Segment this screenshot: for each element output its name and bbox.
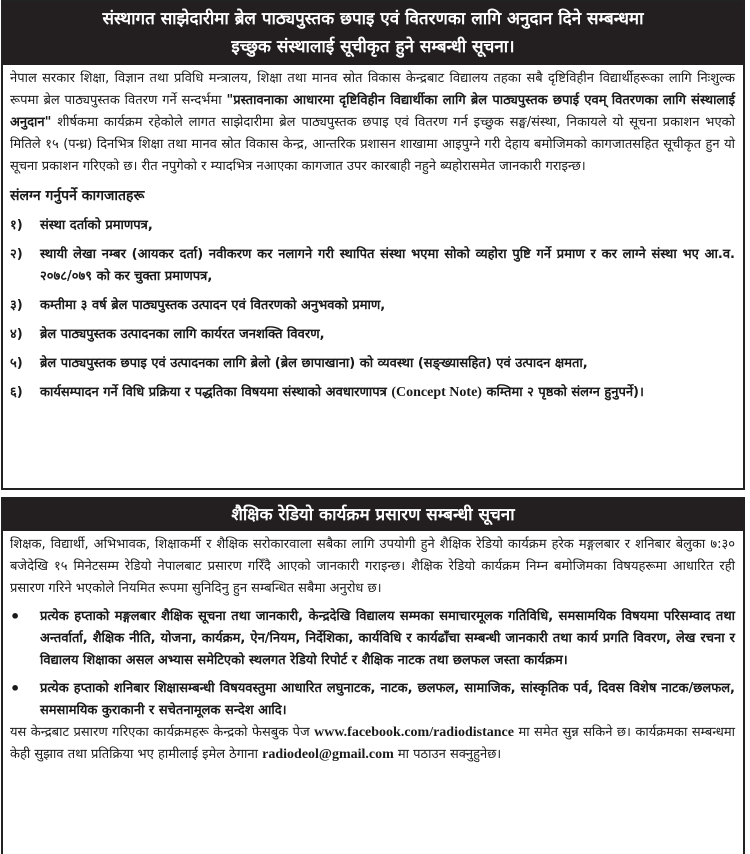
item-number: २) [10,247,23,262]
item-text: ब्रेल पाठ्यपुस्तक उत्पादनका लागि कार्यरत जनशक्ति विवरण, [40,327,325,342]
closing-text: मा समेत सुन्न सकिने छ। कार्यक्रमका सम्बन्धमा केही सुझाव तथा प्रतिक्रिया भए हामीलाई इमेल ठेगाना [10,725,735,762]
closing-text: यस केन्द्रबाट प्रसारण गरिएका कार्यक्रमहरू केन्द्रको फेसबुक पेज [10,725,315,740]
list-item [10,324,735,346]
closing-paragraph [10,722,735,766]
title-line-2: इच्छुक संस्थालाई सूचीकृत हुने सम्बन्धी सूचना। [231,37,515,57]
item-number: ५) [10,356,23,371]
bullet-item [10,678,735,722]
bullet-item [10,606,735,672]
list-item [10,244,735,288]
item-text: स्थायी लेखा नम्बर (आयकर दर्ता) नवीकरण कर नलागने गरी स्थापित संस्था भएमा सोको व्यहोरा पुष्टि गर्ने प्रमाण र कर लाग्ने संस्था भए आ.व. २०७८/०७९ को कर चुक्ता प्रमाणपत्र, [40,247,735,284]
intro-text-cont: शीर्षकमा कार्यक्रम रहेकोले लागत साझेदारीमा ब्रेल पाठ्यपुस्तक छपाइ एवं वितरण गर्न इच्छुक सङ्घ/संस्था, निकायले यो सूचना प्रकाशन भएको मितिले १५ (पन्ध्र) दिनभित्र शिक्षा तथा मानव स्रोत विकास केन्द्र, आन्तरिक प्रशासन शाखामा आइपुग्ने गरी देहाय बमोजिमको कागजातसहित सूचीकृत हुन यो सूचना प्रकाशन गरिएको छ। रीत नपुगेको र म्यादभित्र नआएका कागजात उपर कारबाही नहुने ब्यहोरासमेत जानकारी गराइन्छ। [10,115,735,174]
item-number: ४) [10,327,23,342]
bullet-icon: • [10,679,21,698]
list-item [10,382,735,404]
item-number: ६) [10,385,23,400]
notice-braille-title [3,2,743,65]
item-text-part: कम्तिमा २ पृष्ठको संलग्न हुनुपर्ने)। [481,385,644,400]
intro-text: नेपाल सरकार शिक्षा, विज्ञान तथा प्रविधि मन्त्रालय, शिक्षा तथा मानव स्रोत विकास केन्द्रबाट विद्यालय तहका सबै दृष्टिविहीन विद्यार्थीहरूका लागि निःशुल्क रूपमा ब्रेल पाठ्यपुस्तक वितरण गर्ने सन्दर्भमा [10,71,735,108]
item-number: ३) [10,298,23,313]
item-text: संस्था दर्ताको प्रमाणपत्र, [40,218,153,233]
program-title: "प्रस्तावनाका आधारमा दृष्टिविहीन विद्यार्थीका लागि ब्रेल पाठ्यपुस्तक छपाई एवम् वितरणका लागि संस्थालाई अनुदान" [10,93,735,130]
radio-intro: शिक्षक, विद्यार्थी, अभिभावक, शिक्षाकर्मी र शैक्षिक सरोकारवाला सबैका लागि उपयोगी हुने शैक्षिक रेडियो कार्यक्रम हरेक मङ्गलबार र शनिबार बेलुका ७:३० बजेदेखि १५ मिनेटसम्म रेडियो नेपालबाट प्रसारण गरिँदै आएको जानकारी गराइन्छ। शैक्षिक रेडियो कार्यक्रम निम्न बमोजिमका विषयहरूमा आधारित रही प्रसारण गरिने भएकोले नियमित रूपमा सुनिदिनु हुन सम्बन्धित सबैमा अनुरोध छ। [10,537,735,596]
intro-paragraph [10,68,735,178]
title-line-1: संस्थागत साझेदारीमा ब्रेल पाठ्यपुस्तक छपाइ एवं वितरणका लागि अनुदान दिने सम्बन्धमा [102,9,644,29]
bullet-icon: • [10,607,21,626]
item-text: ब्रेल पाठ्यपुस्तक छपाइ एवं उत्पादनका लागि ब्रेलो (ब्रेल छापाखाना) को व्यवस्था (सङ्ख्यासहित) एवं उत्पादन क्षमता, [40,356,588,371]
item-number: १) [10,218,23,233]
list-item [10,353,735,375]
list-item [10,215,735,237]
notice-braille-grant [1,0,745,490]
concept-note-label: (Concept Note) [391,385,482,400]
notice-radio-title: शैक्षिक रेडियो कार्यक्रम प्रसारण सम्बन्धी सूचना [3,499,743,531]
item-text: कम्तीमा ३ वर्ष ब्रेल पाठ्यपुस्तक उत्पादन एवं वितरणको अनुभवको प्रमाण, [40,298,386,313]
facebook-link[interactable]: www.facebook.com/radiodistance [314,725,514,740]
closing-text: मा पठाउन सक्नुहुनेछ। [393,747,502,762]
bullet-text: प्रत्येक हप्ताको मङ्गलबार शैक्षिक सूचना तथा जानकारी, केन्द्रदेखि विद्यालय सम्मका समाचारमूलक गतिविधि, समसामयिक विषयमा परिसम्वाद तथा अन्तर्वार्ता, शैक्षिक नीति, योजना, कार्यक्रम, ऐन/नियम, निर्देशिका, कार्यविधि र कार्यढाँचा सम्बन्धी जानकारी तथा कार्य प्रगति विवरण, लेख रचना र विद्यालय शिक्षाका असल अभ्यास समेटिएको स्थलगत रेडियो रिपोर्ट र शैक्षिक नाटक तथा छलफल जस्ता कार्यक्रम। [40,609,735,668]
list-item [10,295,735,317]
docs-heading: संलग्न गर्नुपर्ने कागजातहरू [10,188,145,204]
item-text-part: कार्यसम्पादन गर्ने विधि प्रक्रिया र पद्धतिका विषयमा संस्थाको अवधारणापत्र [40,385,392,400]
notice-radio-program [1,497,745,854]
item-text [40,382,735,404]
bullet-text: प्रत्येक हप्ताको शनिबार शिक्षासम्बन्धी विषयवस्तुमा आधारित लघुनाटक, नाटक, छलफल, सामाजिक, सांस्कृतिक पर्व, दिवस विशेष नाटक/छलफल, समसामयिक कुराकानी र सचेतनामूलक सन्देश आदि। [40,681,735,718]
email-link[interactable]: radiodeol@gmail.com [262,747,394,762]
